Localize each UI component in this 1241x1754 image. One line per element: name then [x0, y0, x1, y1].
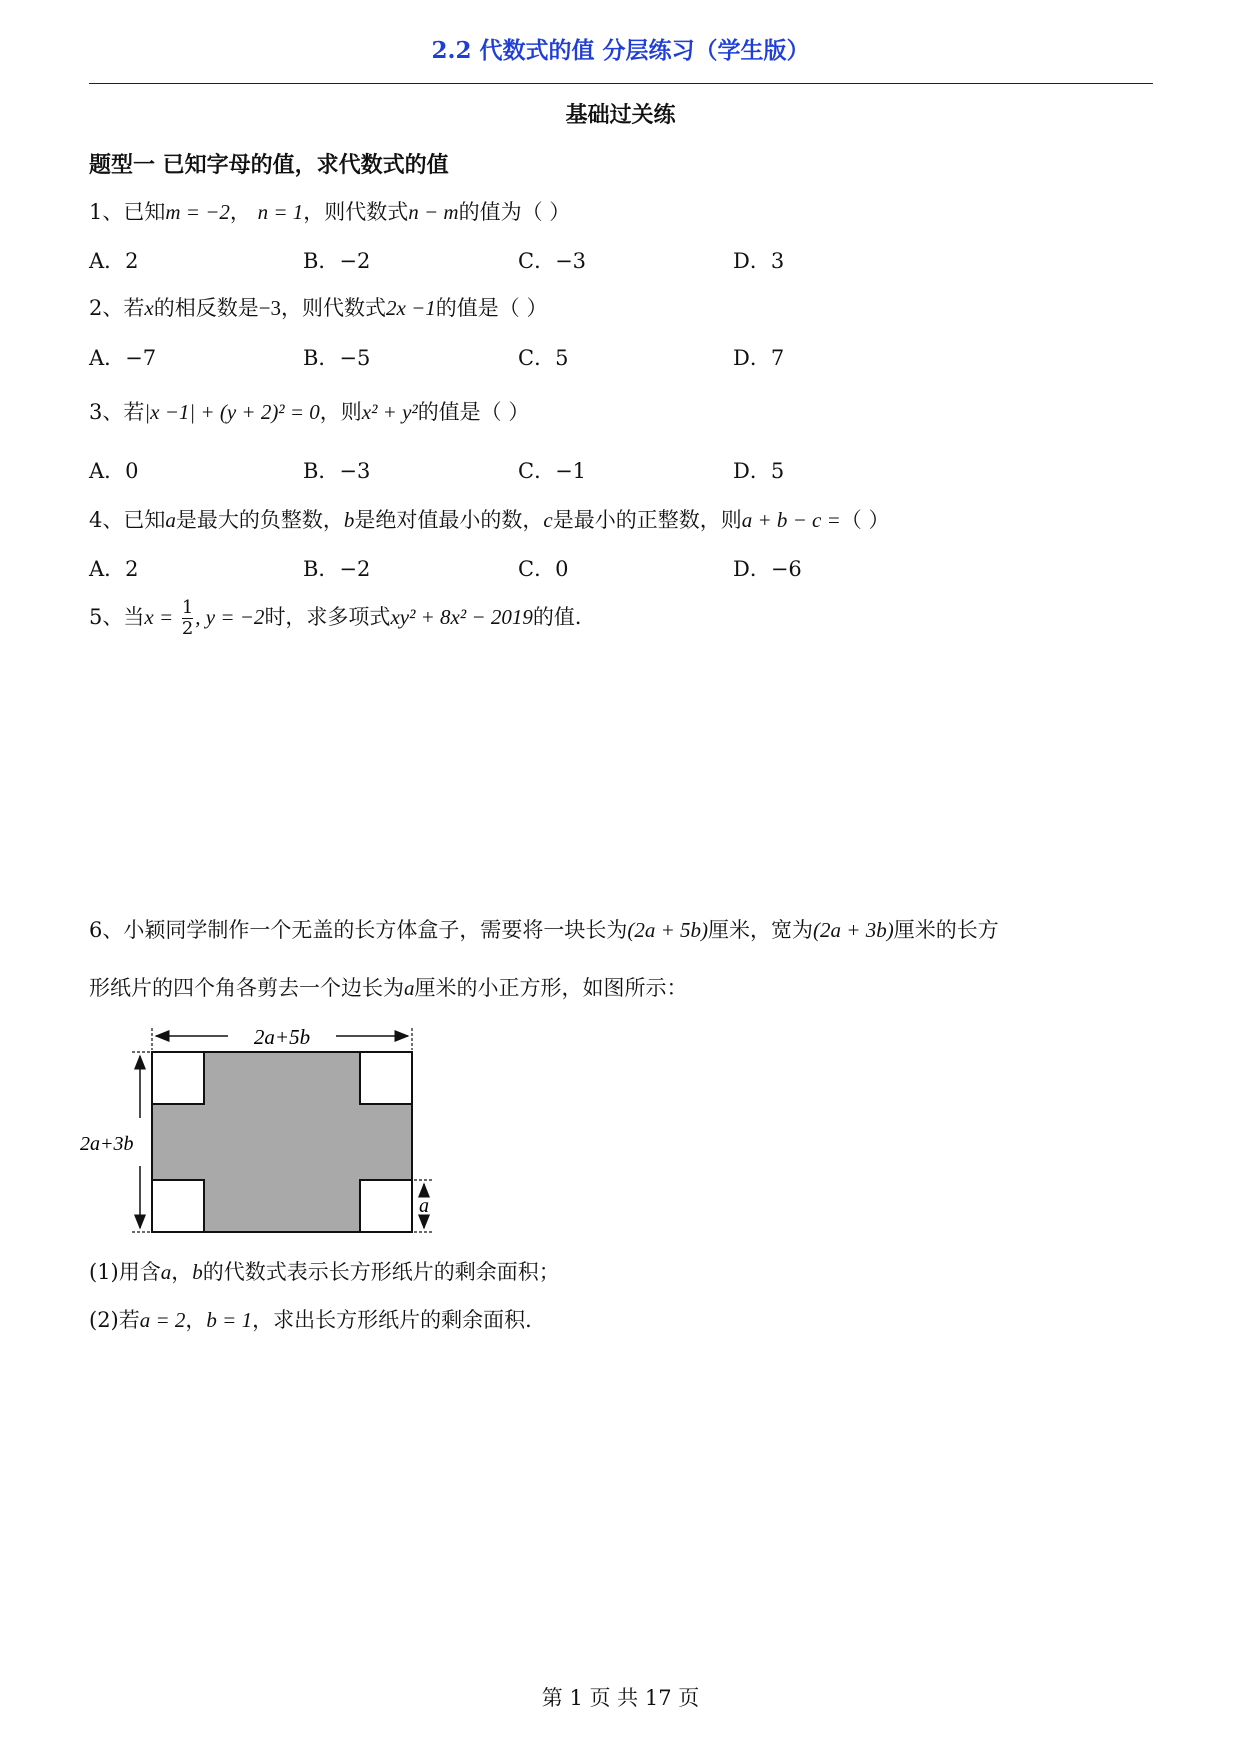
- question-3-option-b: B．−3: [303, 459, 371, 483]
- question-3-stem: 3、若|x −1| + (y + 2)² = 0，则x² + y²的值是（ ）: [89, 400, 530, 424]
- question-type-title: 题型一 已知字母的值，求代数式的值: [89, 152, 449, 178]
- question-6-sub-2: (2)若a = 2，b = 1，求出长方形纸片的剩余面积．: [89, 1308, 547, 1332]
- question-4-stem: 4、已知a是最大的负整数，b是绝对值最小的数，c是最小的正整数，则a + b − c =（ ）: [89, 508, 890, 532]
- question-3-option-d: D．5: [733, 459, 785, 483]
- question-4-option-d: D．−6: [733, 557, 802, 581]
- question-1-option-a: A．2: [89, 249, 139, 273]
- top-dimension-label: 2a+5b: [253, 1025, 311, 1049]
- corner-dimension-label: a: [419, 1195, 429, 1217]
- question-1-option-c: C．−3: [518, 249, 587, 273]
- question-5-stem: 5、当x = $\frac{1}{2}$ , y = −2时，求多项式xy² + 8x² − 2019的值．: [89, 597, 596, 639]
- page-title: 2.2 代数式的值 分层练习（学生版）: [431, 37, 810, 64]
- question-4-option-b: B．−2: [303, 557, 371, 581]
- corner-square-top-right: [360, 1052, 412, 1104]
- corner-square-top-left: [152, 1052, 204, 1104]
- question-3-option-a: A．0: [89, 459, 139, 483]
- rectangle-paper-diagram: [80, 1020, 440, 1240]
- section-title: 基础过关练: [565, 102, 676, 128]
- corner-square-bottom-right: [360, 1180, 412, 1232]
- left-dimension-label: 2a+3b: [80, 1133, 134, 1155]
- header-divider: [89, 83, 1153, 84]
- question-2-stem: 2、若x的相反数是−3，则代数式2x −1的值是（ ）: [89, 296, 548, 320]
- question-3-option-c: C．−1: [518, 459, 587, 483]
- question-6-stem-line2: 形纸片的四个角各剪去一个边长为a厘米的小正方形，如图所示：: [89, 976, 688, 1000]
- question-2-option-c: C．5: [518, 346, 569, 370]
- question-2-option-d: D．7: [733, 346, 785, 370]
- question-2-option-b: B．−5: [303, 346, 371, 370]
- question-6-sub-1: (1)用含a，b的代数式表示长方形纸片的剩余面积；: [89, 1260, 560, 1284]
- question-1-option-d: D．3: [733, 249, 785, 273]
- corner-square-bottom-left: [152, 1180, 204, 1232]
- fraction-one-half: $\frac{1}{2}$: [181, 597, 194, 639]
- page-number-footer: 第 1 页 共 17 页: [541, 1686, 700, 1710]
- question-1-stem: 1、已知m = −2， n = 1，则代数式n − m的值为（ ）: [89, 200, 571, 224]
- question-6-stem-line1: 6、小颖同学制作一个无盖的长方体盒子，需要将一块长为(2a + 5b)厘米，宽为(2a + 3b)厘米的长方: [89, 918, 999, 942]
- question-2-option-a: A．−7: [89, 346, 157, 370]
- question-4-option-a: A．2: [89, 557, 139, 581]
- question-1-option-b: B．−2: [303, 249, 371, 273]
- question-4-option-c: C．0: [518, 557, 569, 581]
